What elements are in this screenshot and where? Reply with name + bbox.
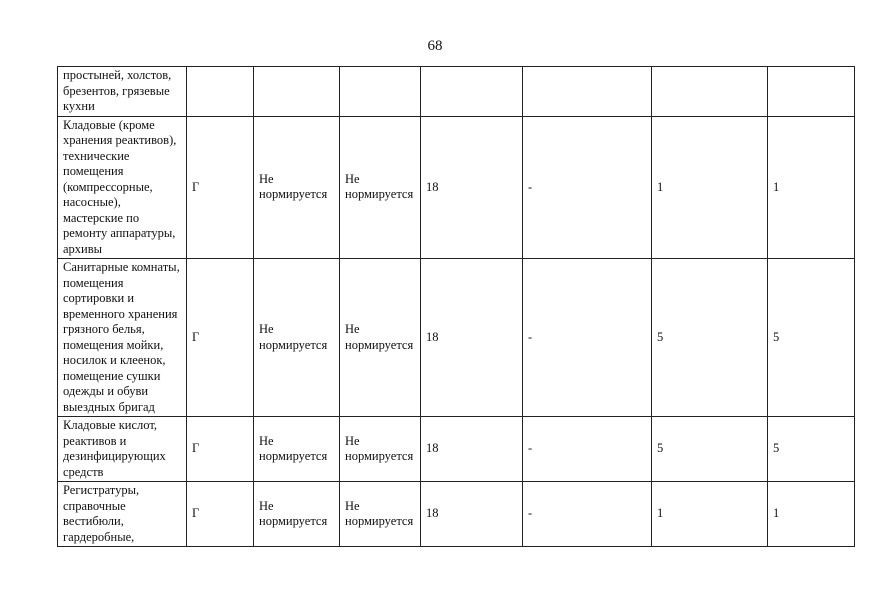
value-cell: 1 <box>652 482 768 547</box>
value-cell: - <box>523 116 652 259</box>
value-cell: - <box>523 482 652 547</box>
value-cell: 1 <box>652 116 768 259</box>
norm-cell: Не нормируется <box>340 482 421 547</box>
page-number: 68 <box>427 38 443 54</box>
value-cell <box>768 67 855 117</box>
value-cell: 1 <box>768 482 855 547</box>
value-cell: 5 <box>768 417 855 482</box>
value-cell: 5 <box>768 259 855 417</box>
class-cell: Г <box>187 482 254 547</box>
table-row <box>58 116 855 259</box>
temperature-cell: 18 <box>421 116 523 259</box>
norm-cell: Не нормируется <box>254 259 340 417</box>
norm-cell: Не нормируется <box>340 116 421 259</box>
temperature-cell: 18 <box>421 417 523 482</box>
value-cell <box>652 67 768 117</box>
value-cell <box>523 67 652 117</box>
table-row <box>58 259 855 417</box>
value-cell: 5 <box>652 259 768 417</box>
norm-cell: Не нормируется <box>340 259 421 417</box>
room-name-cell: Кладовые (кроме хранения реактивов), технические помещения (компрессорные, насосные), мастерские по ремонту аппаратуры, архивы <box>58 116 187 259</box>
temperature-cell <box>421 67 523 117</box>
table-row <box>58 482 855 547</box>
norm-cell <box>340 67 421 117</box>
norm-cell: Не нормируется <box>254 116 340 259</box>
class-cell: Г <box>187 116 254 259</box>
norm-cell: Не нормируется <box>254 417 340 482</box>
norm-cell: Не нормируется <box>340 417 421 482</box>
room-name-cell: Санитарные комнаты, помещения сортировки и временного хранения грязного белья, помещения мойки, носилок и клеенок, помещение сушки одежды и обуви выездных бригад <box>58 259 187 417</box>
temperature-cell: 18 <box>421 259 523 417</box>
value-cell: 5 <box>652 417 768 482</box>
norms-table <box>57 66 855 547</box>
class-cell: Г <box>187 417 254 482</box>
value-cell: 1 <box>768 116 855 259</box>
value-cell: - <box>523 417 652 482</box>
room-name-cell: Регистратуры, справочные вестибюли, гардеробные, <box>58 482 187 547</box>
room-name-cell: Кладовые кислот, реактивов и дезинфицирующих средств <box>58 417 187 482</box>
class-cell <box>187 67 254 117</box>
norm-cell <box>254 67 340 117</box>
table-row <box>58 417 855 482</box>
norm-cell: Не нормируется <box>254 482 340 547</box>
table-row <box>58 67 855 117</box>
room-name-cell: простыней, холстов, брезентов, грязевые кухни <box>58 67 187 117</box>
class-cell: Г <box>187 259 254 417</box>
value-cell: - <box>523 259 652 417</box>
temperature-cell: 18 <box>421 482 523 547</box>
